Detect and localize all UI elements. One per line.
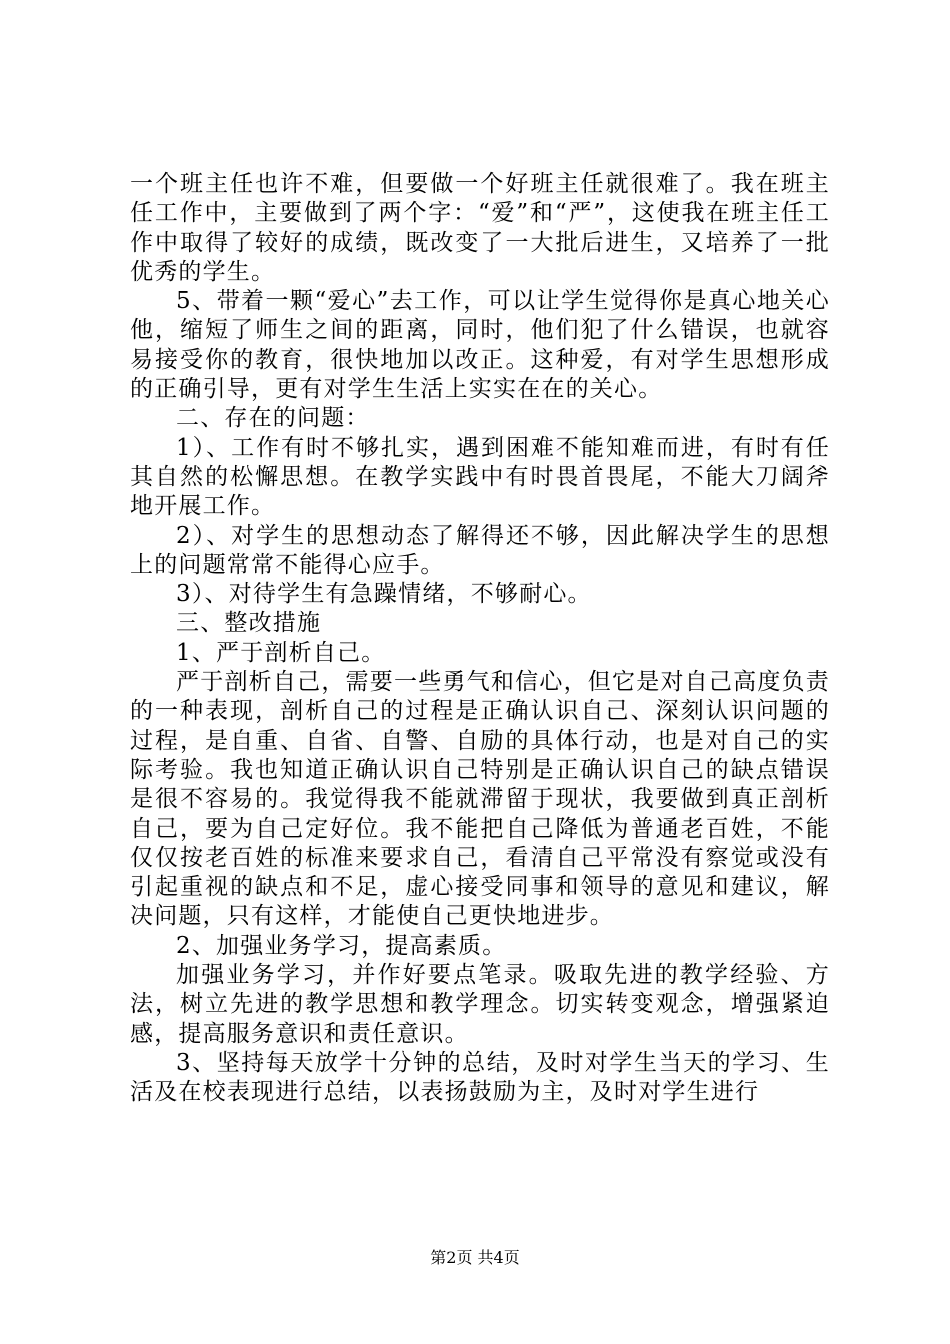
measure-1-body: 严于剖析自己，需要一些勇气和信心，但它是对自己高度负责的一种表现，剖析自己的过程是正确认识自己、深刻认识问题的过程，是自重、自省、自警、自励的具体行动，也是对自己的实际考验。我也知道正确认识自己特别是正确认识自己的缺点错误是很不容易的。我觉得我不能就滞留于现状，我要做到真正剖析自己，要为自己定好位。我不能把自己降低为普通老百姓，不能仅仅按老百姓的标准来要求自己，看清自己平常没有察觉或没有引起重视的缺点和不足，虚心接受同事和领导的意见和建议，解决问题，只有这样，才能使自己更快地进步。 [130,669,830,930]
measure-2-heading: 2、加强业务学习，提高素质。 [176,932,507,959]
measure-1-heading: 1、严于剖析自己。 [176,639,386,666]
paragraph-problem-1: 1）、工作有时不够扎实，遇到困难不能知难而进，有时有任其自然的松懈思想。在教学实践中有时畏首畏尾，不能大刀阔斧地开展工作。 [130,434,830,520]
measure-2-body: 加强业务学习，并作好要点笔录。吸取先进的教学经验、方法，树立先进的教学思想和教学理念。切实转变观念，增强紧迫感，提高服务意识和责任意识。 [130,962,830,1047]
document-body [130,170,830,1108]
paragraph-problem-3: 3）、对待学生有急躁情绪，不够耐心。 [176,581,592,608]
measure-3-body: 3、坚持每天放学十分钟的总结，及时对学生当天的学习、生活及在校表现进行总结，以表扬鼓励为主，及时对学生进行 [130,1049,830,1106]
page-footer: 第2页 共4页 [430,1248,520,1267]
section-heading-problems: 二、存在的问题： [176,405,370,432]
paragraph-2: 5、带着一颗“爱心”去工作，可以让学生觉得你是真心地关心他，缩短了师生之间的距离，同时，他们犯了什么错误，也就容易接受你的教育，很快地加以改正。这种爱，有对学生思想形成的正确引导，更有对学生生活上实实在在的关心。 [130,288,830,403]
paragraph-1: 一个班主任也许不难，但要做一个好班主任就很难了。我在班主任工作中，主要做到了两个字：“爱”和“严”，这使我在班主任工作中取得了较好的成绩，既改变了一大批后进生，又培养了一批优秀的学生。 [130,171,830,285]
section-heading-measures: 三、整改措施 [176,610,322,637]
paragraph-problem-2: 2）、对学生的思想动态了解得还不够，因此解决学生的思想上的问题常常不能得心应手。 [130,522,830,578]
